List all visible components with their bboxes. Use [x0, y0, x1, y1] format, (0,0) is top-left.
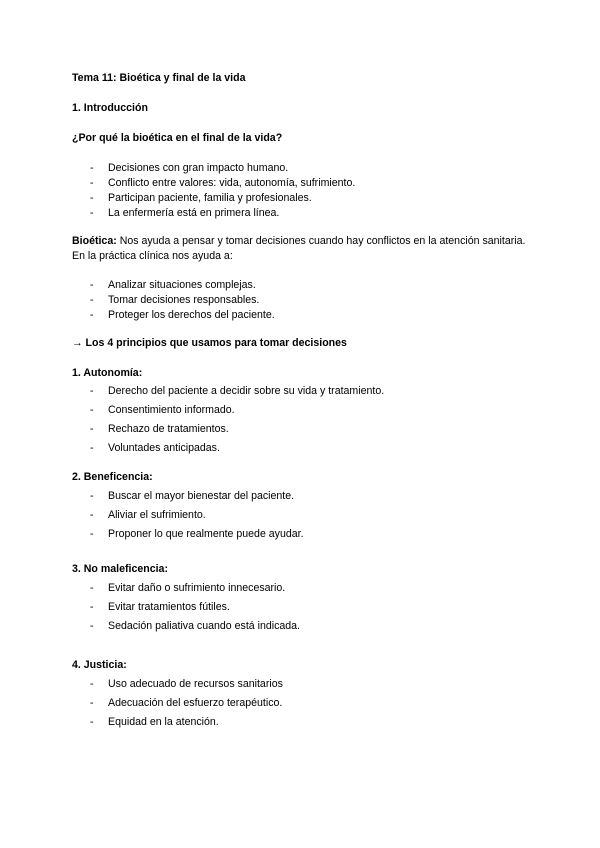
reasons-list	[90, 161, 355, 221]
list-item: - Rechazo de tratamientos.	[90, 423, 229, 435]
list-item: - Aliviar el sufrimiento.	[90, 509, 206, 521]
no-maleficencia-list	[90, 581, 300, 638]
helps-list	[90, 278, 275, 323]
list-item: - Conflicto entre valores: vida, autonomía, sufrimiento.	[90, 177, 356, 189]
list-item: - Adecuación del esfuerzo terapéutico.	[90, 697, 283, 709]
question-heading: ¿Por qué la bioética en el final de la vida?	[72, 132, 283, 144]
list-item: - Proteger los derechos del paciente.	[90, 309, 275, 321]
list-item: - Consentimiento informado.	[90, 404, 235, 416]
list-item: - La enfermería está en primera línea.	[90, 207, 280, 219]
principles-heading: → Los 4 principios que usamos para tomar decisiones	[72, 337, 347, 349]
bioetica-paragraph	[72, 234, 528, 264]
bioetica-definition: Nos ayuda a pensar y tomar decisiones cuando hay conflictos en la atención sanitaria. En la práctica clínica nos ayuda a:	[72, 235, 526, 262]
list-item: - Equidad en la atención.	[90, 716, 219, 728]
principle-heading-autonomia: 1. Autonomía:	[72, 367, 143, 379]
list-item: - Evitar daño o sufrimiento innecesario.	[90, 582, 286, 594]
justicia-list	[90, 677, 283, 734]
list-item: - Voluntades anticipadas.	[90, 442, 220, 454]
principle-heading-no-maleficencia: 3. No maleficencia:	[72, 563, 168, 575]
section-introduction-heading: 1. Introducción	[72, 102, 148, 114]
list-item: - Decisiones con gran impacto humano.	[90, 162, 289, 174]
autonomia-list	[90, 384, 384, 460]
bioetica-term: Bioética:	[72, 235, 117, 247]
list-item: - Proponer lo que realmente puede ayudar.	[90, 528, 304, 540]
list-item: - Buscar el mayor bienestar del paciente.	[90, 490, 295, 502]
list-item: - Participan paciente, familia y profesionales.	[90, 192, 312, 204]
beneficencia-list	[90, 489, 304, 546]
list-item: - Tomar decisiones responsables.	[90, 294, 260, 306]
list-item: - Sedación paliativa cuando está indicada.	[90, 620, 301, 632]
document-title: Tema 11: Bioética y final de la vida	[72, 72, 246, 84]
list-item: - Evitar tratamientos fútiles.	[90, 601, 230, 613]
principle-heading-justicia: 4. Justicia:	[72, 659, 127, 671]
list-item: - Analizar situaciones complejas.	[90, 279, 256, 291]
principle-heading-beneficencia: 2. Beneficencia:	[72, 471, 153, 483]
list-item: - Derecho del paciente a decidir sobre su vida y tratamiento.	[90, 385, 385, 397]
list-item: - Uso adecuado de recursos sanitarios	[90, 678, 283, 690]
